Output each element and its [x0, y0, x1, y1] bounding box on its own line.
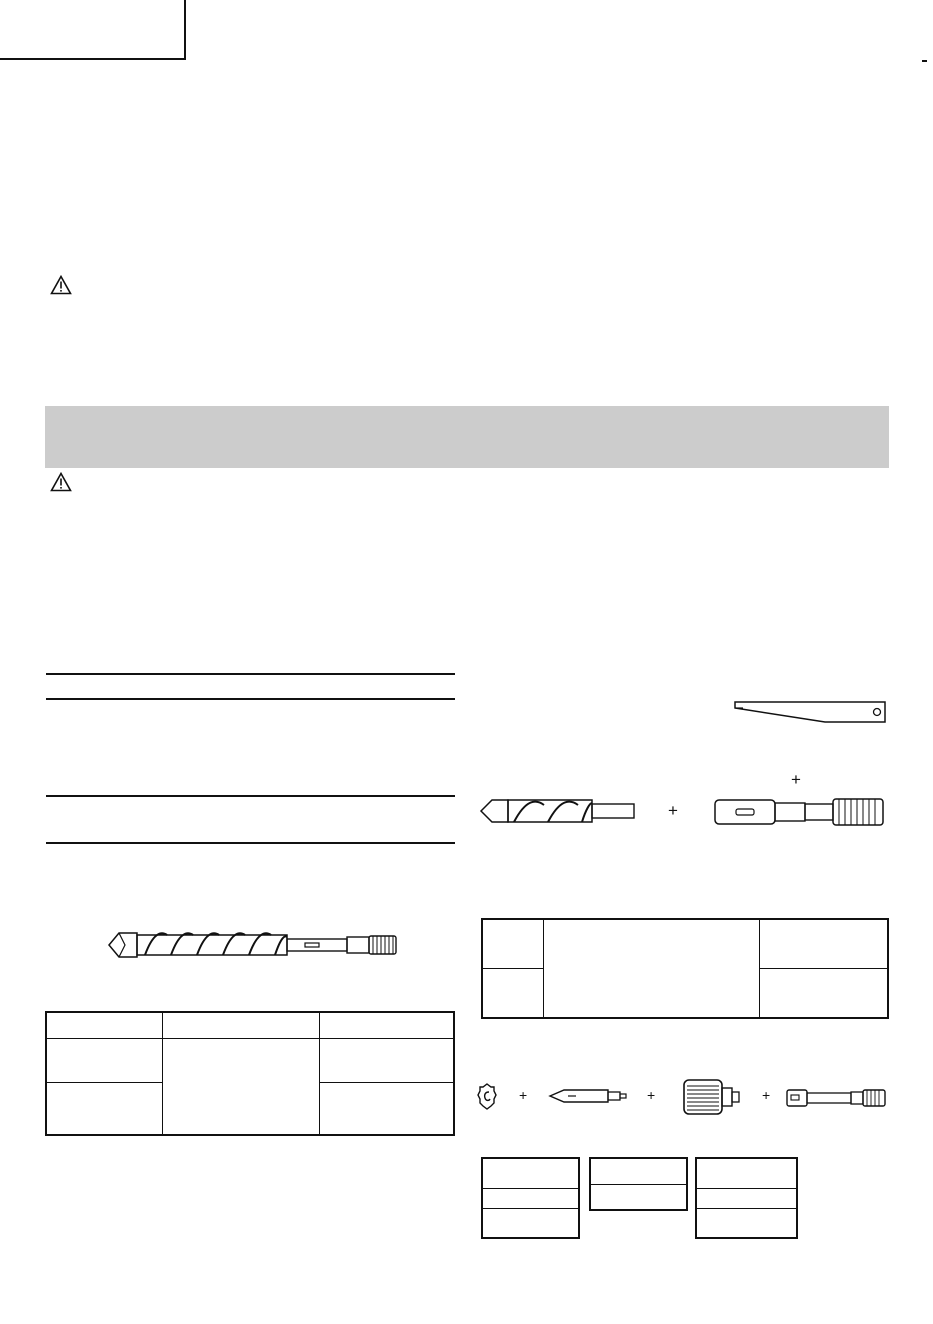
table-cell	[482, 919, 544, 969]
table-header-cell	[163, 1012, 320, 1038]
crop-mark	[922, 60, 927, 62]
spec-table	[45, 1011, 455, 1136]
table-cell	[590, 1158, 687, 1184]
plus-sign: +	[668, 801, 678, 820]
cotter-wedge-icon	[733, 698, 888, 726]
plus-sign: +	[519, 1087, 528, 1103]
table-cell	[760, 919, 889, 969]
page-corner-tab	[0, 0, 186, 60]
hammer-drill-bit-icon	[105, 925, 400, 965]
table-cell	[696, 1188, 797, 1208]
table-rule	[46, 795, 455, 797]
table-cell	[163, 1038, 320, 1135]
guide-plate-icon	[548, 1086, 628, 1106]
table-rule	[46, 673, 455, 675]
taper-shank-adapter-icon	[712, 796, 887, 828]
spec-table	[481, 918, 889, 1019]
table-cell	[320, 1038, 455, 1082]
section-banner	[45, 406, 889, 468]
plus-sign: +	[647, 1087, 656, 1103]
table-cell	[696, 1158, 797, 1188]
table-cell	[46, 1082, 163, 1135]
table-rule	[46, 698, 455, 700]
core-bit-shank-icon	[785, 1086, 887, 1110]
table-cell	[590, 1184, 687, 1210]
table-cell	[482, 1158, 579, 1188]
taper-drill-bit-icon	[478, 795, 638, 827]
center-pin-icon	[477, 1082, 497, 1112]
table-cell	[46, 1038, 163, 1082]
warning-triangle-icon	[50, 275, 72, 295]
small-table	[695, 1157, 798, 1239]
table-cell	[760, 969, 889, 1019]
plus-sign: +	[791, 770, 801, 789]
table-cell	[482, 1188, 579, 1208]
small-table	[481, 1157, 580, 1239]
table-cell	[482, 969, 544, 1019]
table-cell	[320, 1082, 455, 1135]
table-rule	[46, 842, 455, 844]
table-cell	[544, 919, 760, 1018]
core-bit-icon	[680, 1076, 742, 1118]
table-cell	[696, 1208, 797, 1238]
warning-triangle-icon	[50, 472, 72, 492]
plus-sign: +	[762, 1087, 771, 1103]
table-header-cell	[46, 1012, 163, 1038]
table-header-cell	[320, 1012, 455, 1038]
table-cell	[482, 1208, 579, 1238]
small-table	[589, 1157, 688, 1211]
